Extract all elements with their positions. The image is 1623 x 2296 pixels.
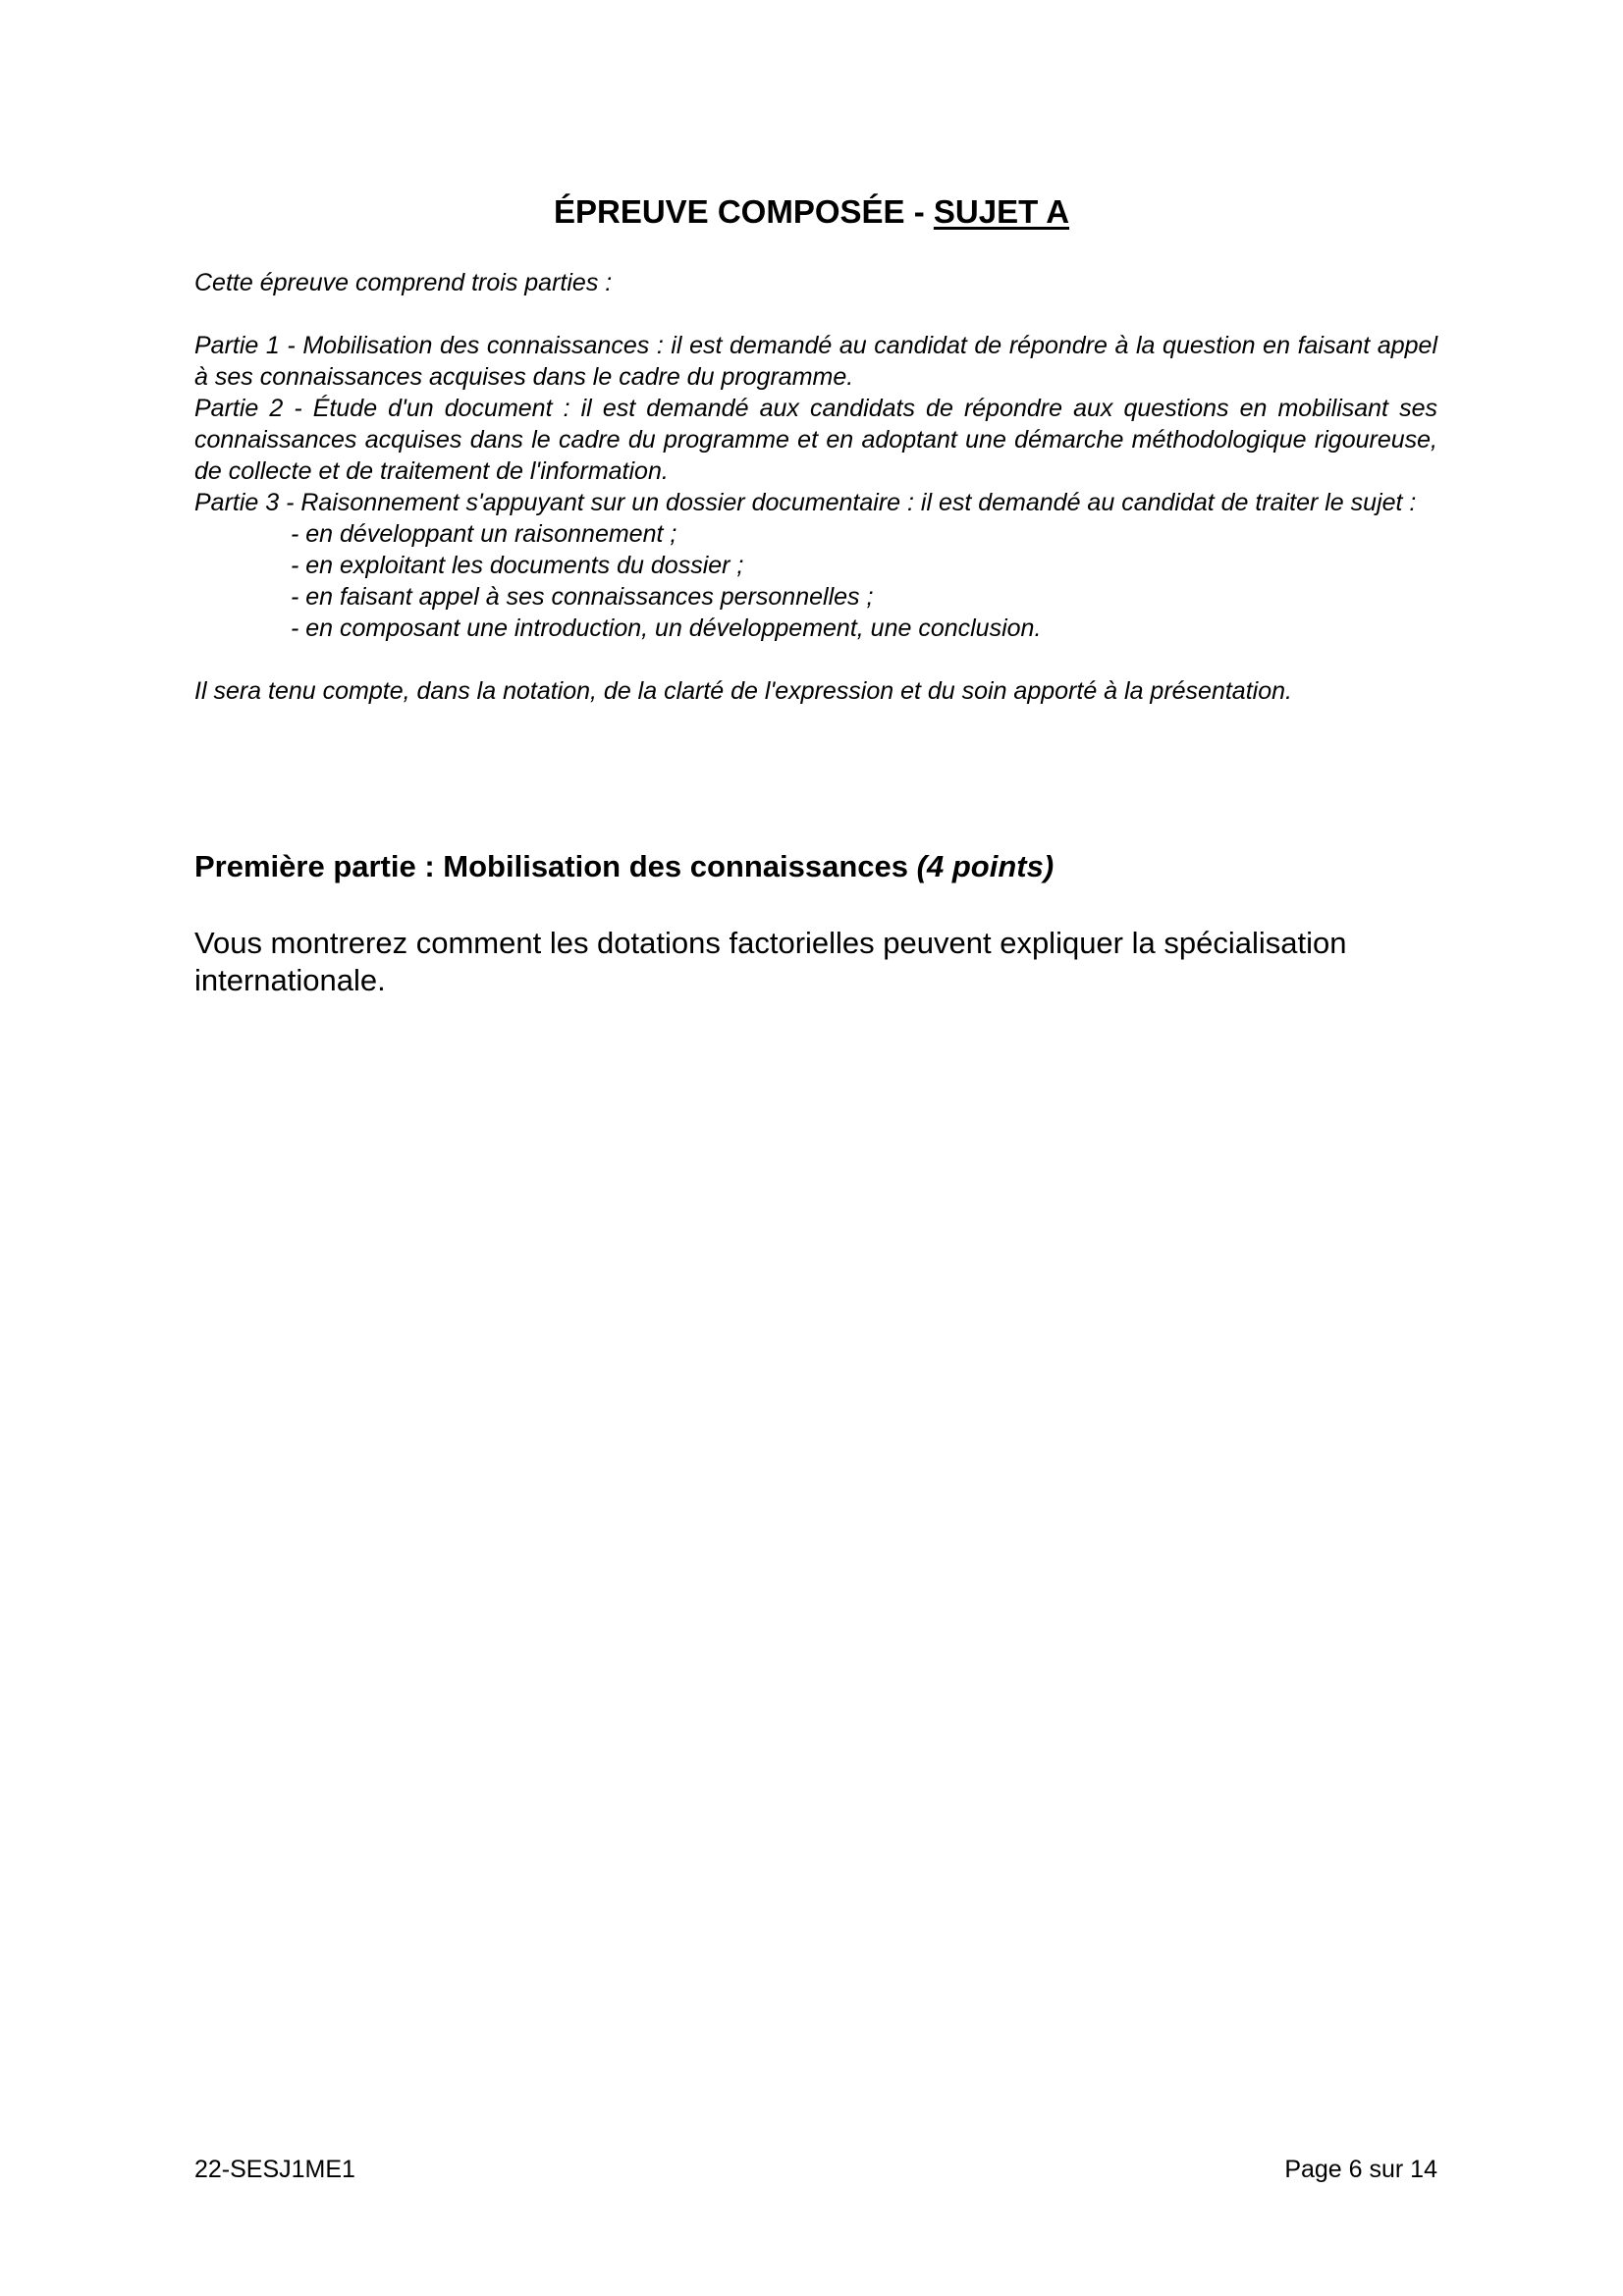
bullet-item: - en développant un raisonnement ; [291, 520, 677, 548]
instructions-part3: Partie 3 - Raisonnement s'appuyant sur un dossier documentaire : il est demandé au candidat de traiter le sujet : [194, 489, 1417, 516]
instructions-block [194, 267, 1437, 707]
instructions-intro: Cette épreuve comprend trois parties : [194, 269, 613, 296]
bullet-item: - en exploitant les documents du dossier ; [291, 552, 744, 579]
section-points: (4 points) [916, 849, 1055, 883]
instructions-bullet-list [194, 518, 1437, 644]
page-title [0, 192, 1623, 232]
footer-page-number: Page 6 sur 14 [1284, 2156, 1437, 2183]
spacer [194, 644, 1437, 675]
instructions-notation: Il sera tenu compte, dans la notation, de la clarté de l'expression et du soin apporté à la présentation. [194, 677, 1292, 705]
footer-exam-code: 22-SESJ1ME1 [194, 2156, 355, 2183]
title-subject: SUJET A [933, 193, 1070, 230]
instructions-part1: Partie 1 - Mobilisation des connaissances : il est demandé au candidat de répondre à la question en faisant appel à ses connaissances acquises dans le cadre du programme. [194, 332, 1437, 391]
spacer [194, 298, 1437, 330]
section-heading-text: Première partie : Mobilisation des connaissances [194, 849, 917, 883]
bullet-item: - en composant une introduction, un développement, une conclusion. [291, 614, 1042, 642]
title-prefix: ÉPREUVE COMPOSÉE - [553, 193, 934, 230]
instructions-part2: Partie 2 - Étude d'un document : il est demandé aux candidats de répondre aux questions en mobilisant ses connaissances acquises dans le cadre du programme et en adoptant une démarche méthodologique rigoureuse, de collecte et de traitement de l'information. [194, 395, 1437, 485]
question-text: Vous montrerez comment les dotations factorielles peuvent expliquer la spécialisation internationale. [194, 926, 1347, 997]
bullet-item: - en faisant appel à ses connaissances personnelles ; [291, 583, 874, 611]
section-heading [194, 848, 1471, 885]
